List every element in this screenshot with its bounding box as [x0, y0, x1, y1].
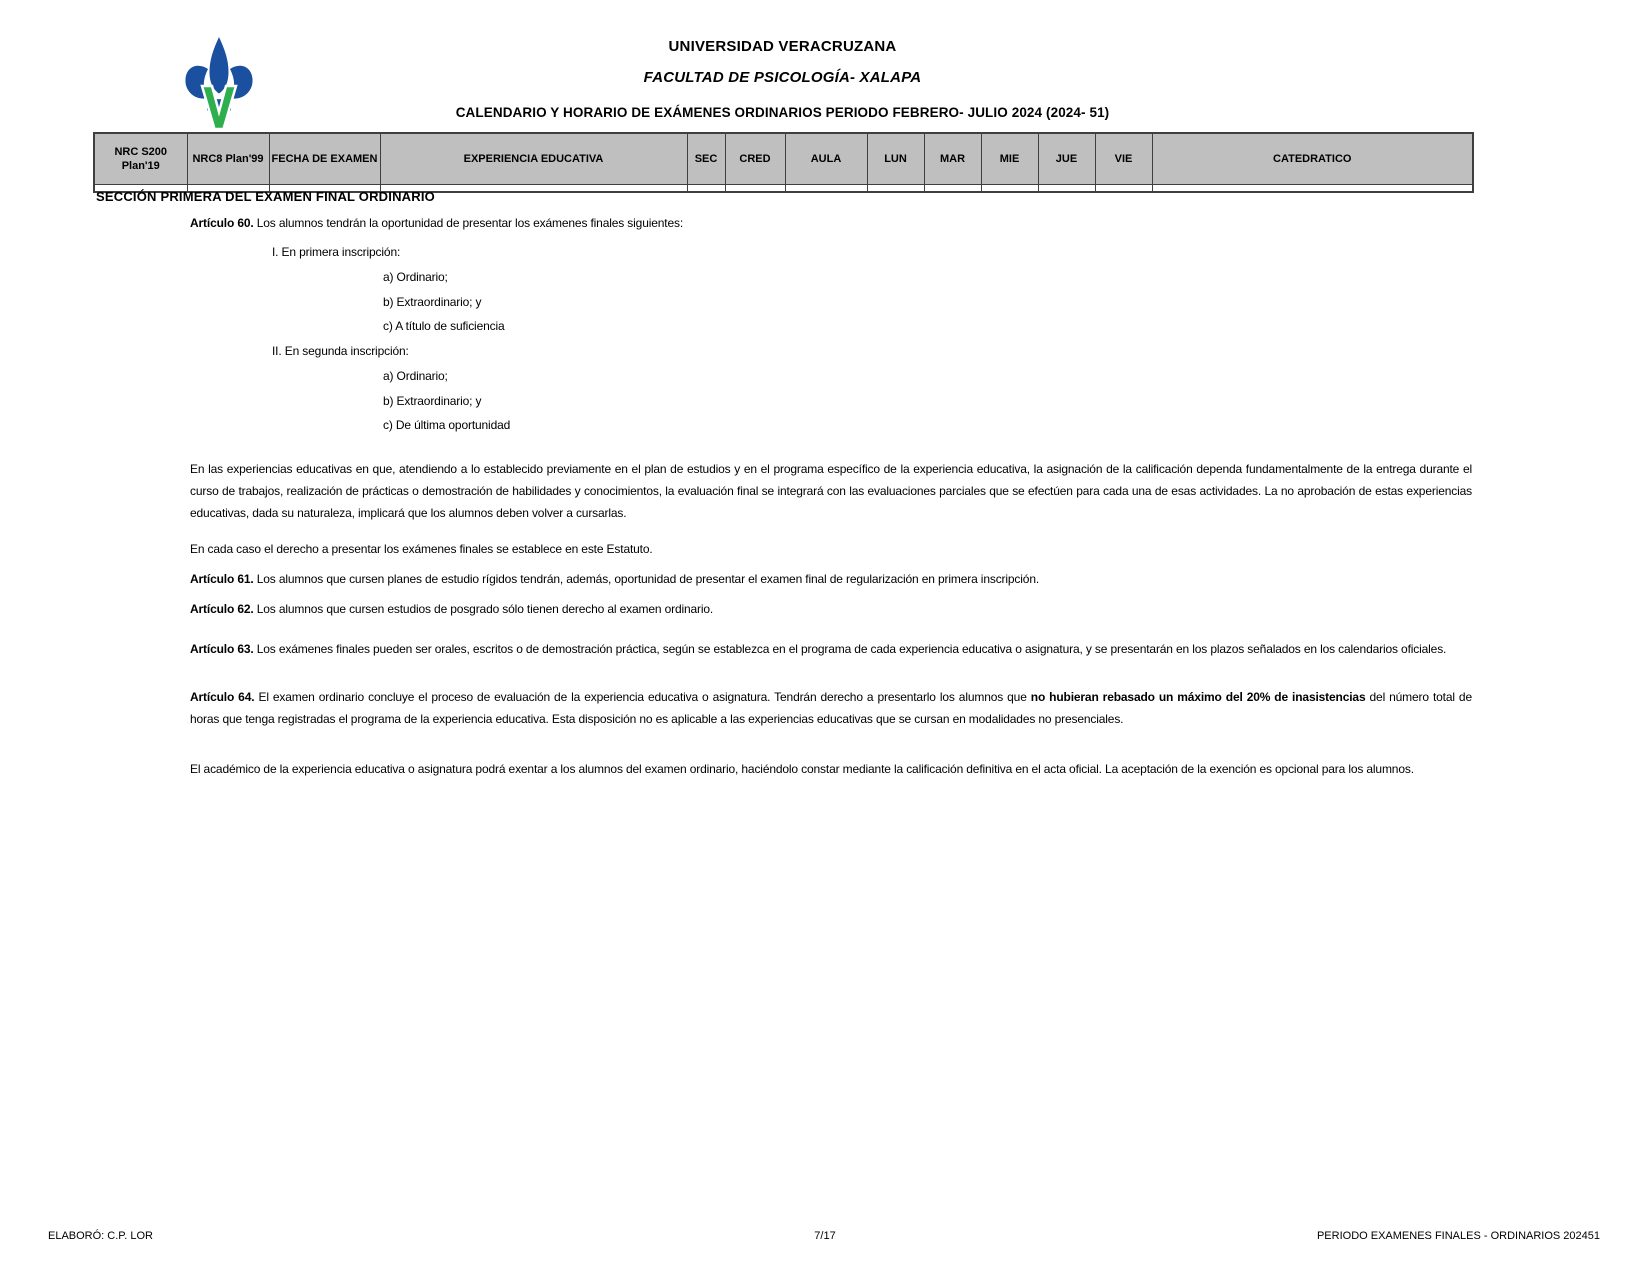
list-second-item-a: a) Ordinario;	[383, 369, 448, 383]
article-63	[190, 638, 1472, 660]
article-61-label: Artículo 61.	[190, 572, 254, 586]
paragraph-exencion: El académico de la experiencia educativa o asignatura podrá exentar a los alumnos del examen ordinario, haciéndolo constar mediante la calificación definitiva en el acta oficial. La aceptación de la exención es opcional para los alumnos.	[190, 762, 1414, 776]
footer-periodo: PERIODO EXAMENES FINALES - ORDINARIOS 202451	[1316, 1230, 1600, 1242]
table-header-row	[94, 133, 1473, 185]
university-name: UNIVERSIDAD VERACRUZANA	[668, 38, 897, 55]
list-first-item-a: a) Ordinario;	[383, 270, 448, 284]
article-62	[190, 598, 1472, 620]
document-header	[93, 38, 1472, 120]
footer-page-number: 7/17	[814, 1230, 836, 1242]
col-header-nrc-s200-line1: NRC S200	[114, 146, 168, 158]
article-64	[190, 686, 1472, 730]
article-64-text-lead: El examen ordinario concluye el proceso de evaluación de la experiencia educativa o asignatura. Tendrán derecho a presentarlo los alumnos que	[254, 690, 1031, 704]
col-header-catedratico: CATEDRATICO	[1152, 133, 1473, 185]
list-first-inscription-title: I. En primera inscripción:	[272, 245, 401, 259]
article-64-text-tail: del número total de horas que tenga registradas el programa de la experiencia educativa. Esta disposición no es aplicable a las experiencias educativas que se cursan en modalidades no presenciales.	[190, 690, 1472, 726]
article-61	[190, 568, 1472, 590]
article-62-text: Los alumnos que cursen estudios de posgrado sólo tienen derecho al examen ordinario.	[253, 602, 714, 616]
list-second-inscription-title: II. En segunda inscripción:	[272, 344, 409, 358]
col-header-mar: MAR	[924, 133, 981, 185]
col-header-vie: VIE	[1095, 133, 1152, 185]
col-header-nrc8: NRC8 Plan'99	[187, 133, 269, 185]
article-64-label: Artículo 64.	[190, 690, 255, 704]
footer-elaboro: ELABORÓ: C.P. LOR	[48, 1230, 153, 1242]
col-header-aula: AULA	[785, 133, 867, 185]
col-header-mie: MIE	[981, 133, 1038, 185]
page-footer	[0, 1230, 1650, 1250]
article-64-bold-clause: no hubieran rebasado un máximo del 20% de inasistencias	[1030, 690, 1366, 704]
col-header-fecha-examen: FECHA DE EXAMEN	[269, 133, 380, 185]
list-first-item-b: b) Extraordinario; y	[383, 295, 482, 309]
article-60	[190, 212, 683, 234]
col-header-cred: CRED	[725, 133, 785, 185]
list-first-item-c: c) A título de suficiencia	[383, 319, 505, 333]
section-heading: SECCIÓN PRIMERA DEL EXAMEN FINAL ORDINARIO	[96, 189, 435, 204]
col-header-nrc-s200	[94, 133, 187, 185]
col-header-experiencia-educativa: EXPERIENCIA EDUCATIVA	[380, 133, 687, 185]
document-title: CALENDARIO Y HORARIO DE EXÁMENES ORDINARIOS PERIODO FEBRERO- JULIO 2024 (2024- 51)	[455, 105, 1110, 120]
article-60-text: Los alumnos tendrán la oportunidad de presentar los exámenes finales siguientes:	[253, 216, 684, 230]
exam-schedule-table	[93, 132, 1474, 193]
col-header-jue: JUE	[1038, 133, 1095, 185]
article-62-label: Artículo 62.	[190, 602, 254, 616]
paragraph-evaluacion: En las experiencias educativas en que, atendiendo a lo establecido previamente en el plan de estudios y en el programa específico de la experiencia educativa, la asignación de la calificación dependa fundamentalmente de la entrega durante el curso de trabajos, realización de prácticas o demostración de habilidades y conocimientos, la evaluación final se integrará con las evaluaciones parciales que se efectúen para cada una de esas actividades. La no aprobación de estas experiencias educativas, dada su naturaleza, implicará que los alumnos deben volver a cursarlas.	[190, 462, 1472, 520]
article-60-label: Artículo 60.	[190, 216, 254, 230]
paragraph-derecho: En cada caso el derecho a presentar los exámenes finales se establece en este Estatuto.	[190, 542, 653, 556]
col-header-nrc-s200-line2: Plan'19	[121, 160, 160, 172]
article-63-text: Los exámenes finales pueden ser orales, escritos o de demostración práctica, según se establezca en el programa de cada experiencia educativa o asignatura, y se presentarán en los plazos señalados en los calendarios oficiales.	[253, 642, 1447, 656]
col-header-sec: SEC	[687, 133, 725, 185]
col-header-lun: LUN	[867, 133, 924, 185]
article-63-label: Artículo 63.	[190, 642, 254, 656]
faculty-name: FACULTAD DE PSICOLOGÍA- XALAPA	[643, 69, 922, 86]
article-61-text: Los alumnos que cursen planes de estudio rígidos tendrán, además, oportunidad de presentar el examen final de regularización en primera inscripción.	[253, 572, 1040, 586]
list-second-item-c: c) De última oportunidad	[383, 418, 511, 432]
list-second-item-b: b) Extraordinario; y	[383, 394, 482, 408]
